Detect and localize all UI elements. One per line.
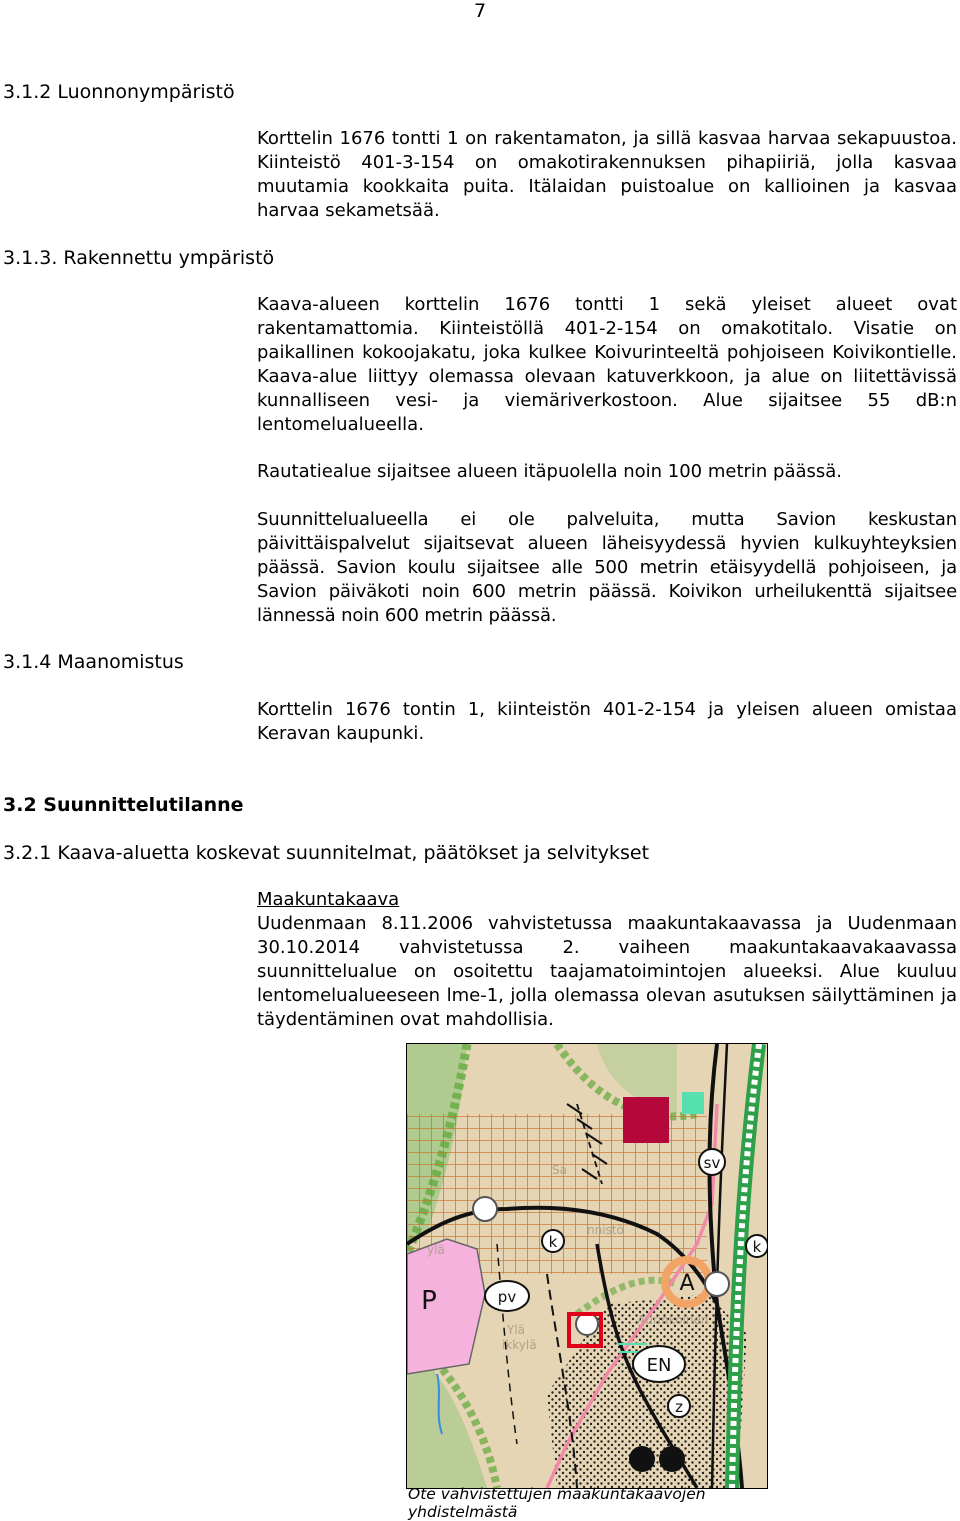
map-place-name: Ylä [507,1323,526,1337]
map-label-p: P [421,1286,437,1316]
heading-suunnittelutilanne: 3.2 Suunnittelutilanne [3,794,244,816]
page-number: 7 [473,0,487,22]
built-environment-text-3: Suunnittelualueella ei ole palveluita, mutta Savion keskustan päivittäispalvelut sijaitsevat alueen läheisyydessä hyvien kulkuyhteyksien päässä. Savion koulu sijaitsee alle 500 metrin etäisyydellä pohjoiseen, ja Savion päiväkoti noin 600 metrin päässä. Koivikon urheilukenttä sijaitsee lännessä noin 600 metrin päässä. [257,509,957,626]
map-place-name: ikkylä [502,1338,537,1352]
maakuntakaava-text: Uudenmaan 8.11.2006 vahvistetussa maakuntakaavassa ja Uudenmaan 30.10.2014 vahvistetussa 2. vaiheen maakuntakaavakaavassa suunnittelualue on osoitettu taajamatoimintojen alueeksi. Alue kuuluu lentomelualueeseen lme-1, jolla olemassa olevan asutuksen säilyttäminen ja täydentäminen ovat mahdollisia. [257,913,957,1030]
built-environment-text-2: Rautatiealue sijaitsee alueen itäpuolella noin 100 metrin päässä. [257,461,843,482]
ownership-text: Korttelin 1676 tontin 1, kiinteistön 401-2-154 ja yleisen alueen omistaa Keravan kaupunki. [257,699,957,744]
teal-square-marker [682,1092,704,1114]
white-circle-marker [473,1197,497,1221]
white-circle-marker [705,1272,729,1296]
regional-plan-map [407,1044,767,1488]
map-label-pv: pv [497,1288,517,1306]
map-place-name: ylä [427,1243,445,1257]
white-circle-marker [576,1313,598,1335]
map-excerpt [406,1043,768,1489]
map-label-k: k [752,1238,762,1256]
heading-maanomistus: 3.1.4 Maanomistus [3,651,184,673]
heading-rakennettu-ymparisto: 3.1.3. Rakennettu ympäristö [3,247,275,269]
map-place-name: nnistö [587,1223,624,1237]
maakuntakaava-title: Maakuntakaava [257,889,400,910]
built-environment-text-1: Kaava-alueen korttelin 1676 tontti 1 sekä yleiset alueet ovat rakentamattomia. Kiinteistöllä 401-2-154 on omakotitalo. Visatie on paikallinen kokoojakatu, joka kulkee Koivurinteeltä pohjoiseen Koivikontielle. Kaava-alue liittyy olemassa olevaan katuverkkoon, ja alue on liitettävissä kunnalliseen vesi- ja viemäriverkostoon. Alue sijaitsee 55 dB:n lentomelualueella. [257,294,957,435]
black-circle-marker [659,1446,685,1472]
map-place-name: Sa [552,1163,567,1177]
natural-environment-text: Korttelin 1676 tontti 1 on rakentamaton, ja sillä kasvaa harvaa sekapuustoa. Kiinteistö 401-3-154 on omakotirakennuksen pihapiiriä, jolla kasvaa muutamia kookkaita puita. Itälaidan puistoalue on kallioinen ja kasvaa harvaa sekametsää. [257,128,957,221]
map-label-sv: sv [703,1154,721,1172]
red-square-marker [623,1097,669,1143]
map-label-z: z [675,1398,683,1416]
maakuntakaava-block [257,888,957,1032]
map-label-k: k [548,1233,558,1251]
map-caption: Ote vahvistettujen maakuntakaavojen yhdistelmästä [408,1485,706,1521]
heading-luonnonymparisto: 3.1.2 Luonnonympäristö [3,81,235,103]
black-circle-marker [629,1446,655,1472]
map-label-en: EN [646,1355,672,1376]
map-place-name: Aurinkoinen [637,1313,709,1327]
map-label-a: A [679,1271,695,1296]
heading-kaava-suunnitelmat: 3.2.1 Kaava-aluetta koskevat suunnitelmat, päätökset ja selvitykset [3,842,650,864]
